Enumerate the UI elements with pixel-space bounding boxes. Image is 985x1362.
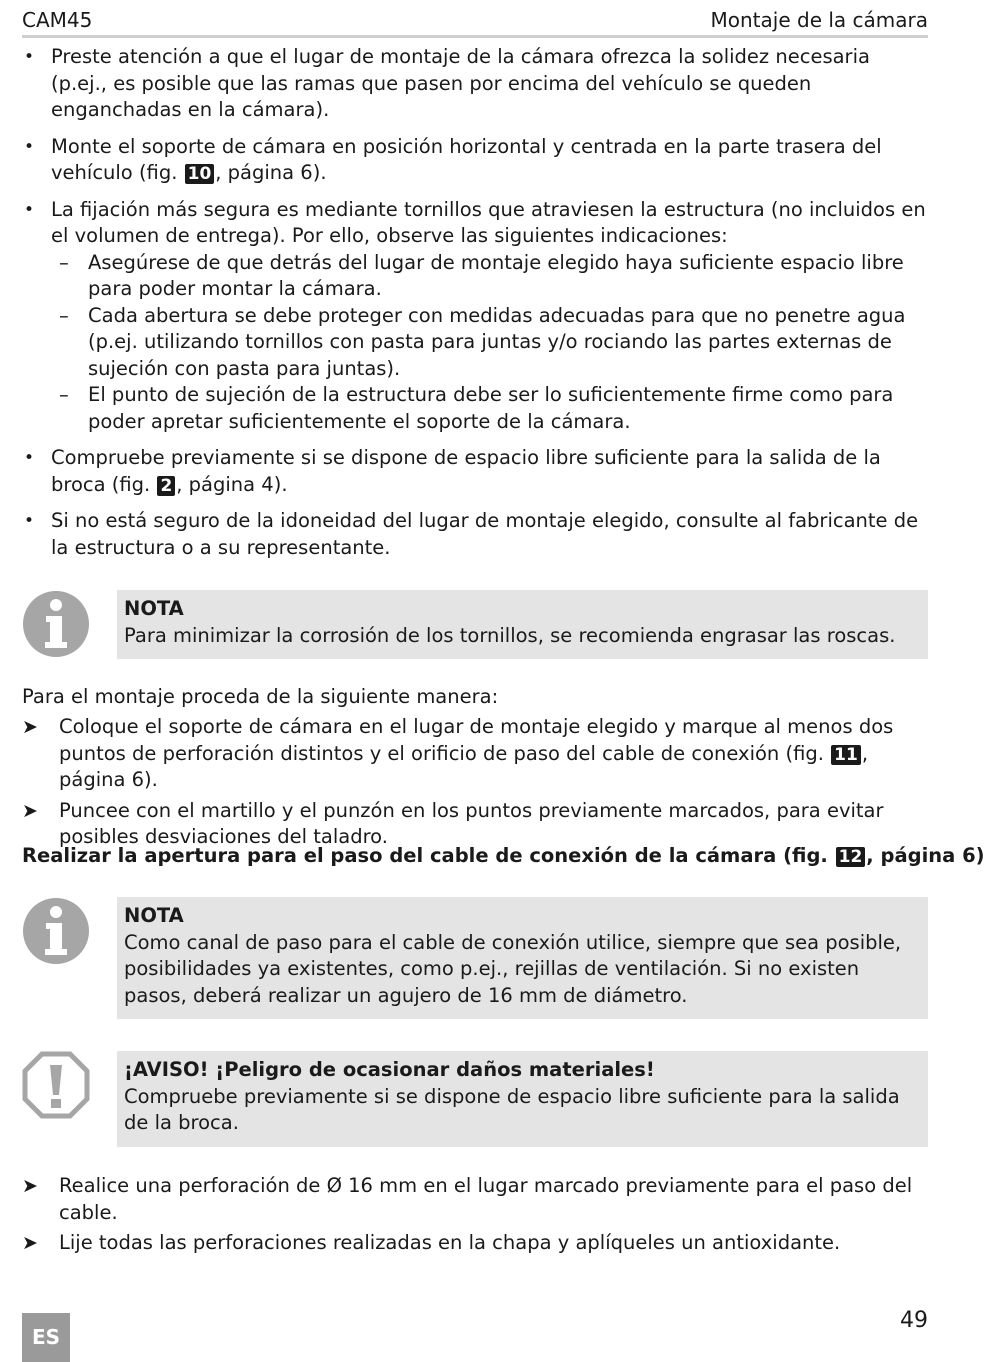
bullet-text: Preste atención a que el lugar de montaje de la cámara ofrezca la solidez necesaria (p.ej., es posible que las ramas que pasen por encima del vehículo se queden enganchadas en la cámara). [51, 45, 870, 121]
dash-marker: – [59, 250, 69, 274]
bullet-dot: • [24, 47, 35, 67]
note-title: NOTA [124, 904, 184, 927]
sub-item [51, 250, 928, 303]
bullet-text: Monte el soporte de cámara en posición horizontal y centrada en la parte trasera del vehículo (fig. [51, 134, 882, 184]
step-text-tail: , página 6). [59, 741, 869, 791]
bullet-dot: • [24, 199, 35, 220]
bullet-text: Si no está seguro de la idoneidad del lugar de montaje elegido, consulte al fabricante de la estructura o a su representante. [51, 509, 919, 559]
note-box [117, 590, 928, 659]
bullet-item [22, 197, 928, 436]
step-item [22, 1230, 928, 1257]
bullet-text-tail: , página 4). [176, 472, 288, 496]
heading-text-tail: , página 6) [866, 844, 985, 867]
sub-item [51, 303, 928, 383]
heading-text: Realizar la apertura para el paso del cable de conexión de la cámara (fig. [22, 844, 835, 867]
product-name: CAM45 [22, 8, 93, 32]
section-heading [22, 843, 985, 870]
warning-octagon-icon [22, 1051, 90, 1119]
bullet-item [22, 44, 928, 124]
sub-text: El punto de sujeción de la estructura debe ser lo suficientemente firme como para poder apretar suficientemente el soporte de la cámara. [88, 383, 894, 433]
bullet-item [22, 134, 928, 187]
figure-ref-badge: 2 [157, 476, 175, 496]
figure-ref-badge: 10 [185, 164, 215, 184]
step-item [22, 714, 928, 794]
sub-text: Asegúrese de que detrás del lugar de montaje elegido haya suficiente espacio libre para poder montar la cámara. [88, 250, 904, 300]
page-header [22, 7, 928, 38]
warning-title: ¡AVISO! ¡Peligro de ocasionar daños materiales! [124, 1058, 655, 1081]
warning-box [117, 1051, 928, 1147]
arrow-step-icon: ➤ [22, 1232, 38, 1254]
arrow-step-icon: ➤ [22, 799, 38, 822]
arrow-step-icon: ➤ [22, 1175, 38, 1197]
language-tab: ES [22, 1313, 70, 1362]
sub-item [51, 382, 928, 435]
sub-list [51, 250, 928, 436]
sub-text: Cada abertura se debe proteger con medidas adecuadas para que no penetre agua (p.ej. utilizando tornillos con pasta para juntas y/o rociando las partes externas de sujeción con pasta para juntas). [88, 303, 906, 380]
bullet-list [22, 44, 928, 571]
bullet-text: Compruebe previamente si se dispone de espacio libre suficiente para la salida de la broca (fig. [51, 446, 881, 496]
step-text: Puncee con el martillo y el punzón en los puntos previamente marcados, para evitar posibles desviaciones del taladro. [59, 798, 884, 848]
arrow-step-icon: ➤ [22, 716, 38, 738]
note-box [117, 897, 928, 1019]
dash-marker: – [59, 383, 69, 406]
page-number: 49 [900, 1308, 928, 1333]
note-text: Para minimizar la corrosión de los tornillos, se recomienda engrasar las roscas. [124, 623, 896, 647]
step-text: Coloque el soporte de cámara en el lugar de montaje elegido y marque al menos dos puntos de perforación distintos y el orificio de paso del cable de conexión (fig. [59, 715, 894, 765]
bullet-item [22, 445, 928, 498]
bullet-text-tail: , página 6). [215, 161, 327, 184]
dash-marker: – [59, 303, 69, 327]
bullet-item [22, 508, 928, 561]
step-list [22, 1173, 928, 1261]
step-list [22, 714, 928, 855]
step-item [22, 1173, 928, 1226]
step-text: Realice una perforación de Ø 16 mm en el lugar marcado previamente para el paso del cable. [59, 1174, 913, 1224]
warning-text: Compruebe previamente si se dispone de espacio libre suficiente para la salida de la broca. [124, 1084, 900, 1134]
figure-ref-badge: 11 [831, 745, 861, 765]
section-title: Montaje de la cámara [710, 8, 928, 32]
note-title: NOTA [124, 597, 184, 620]
bullet-dot: • [24, 511, 35, 531]
note-text: Como canal de paso para el cable de conexión utilice, siempre que sea posible, posibilidades ya existentes, como p.ej., rejillas de ventilación. Si no existen pasos, deberá realizar un agujero de 16 mm de diámetro. [124, 930, 902, 1007]
info-icon [22, 897, 90, 965]
bullet-dot: • [24, 136, 35, 157]
bullet-text: La fijación más segura es mediante tornillos que atraviesen la estructura (no incluidos en el volumen de entrega). Por ello, observe las siguientes indicaciones: [51, 197, 926, 247]
step-text: Lije todas las perforaciones realizadas en la chapa y aplíqueles un antioxidante. [59, 1231, 841, 1254]
info-icon [22, 590, 90, 658]
bullet-dot: • [24, 448, 35, 468]
figure-ref-badge: 12 [836, 847, 866, 867]
intro-paragraph: Para el montaje proceda de la siguiente manera: [22, 685, 499, 708]
